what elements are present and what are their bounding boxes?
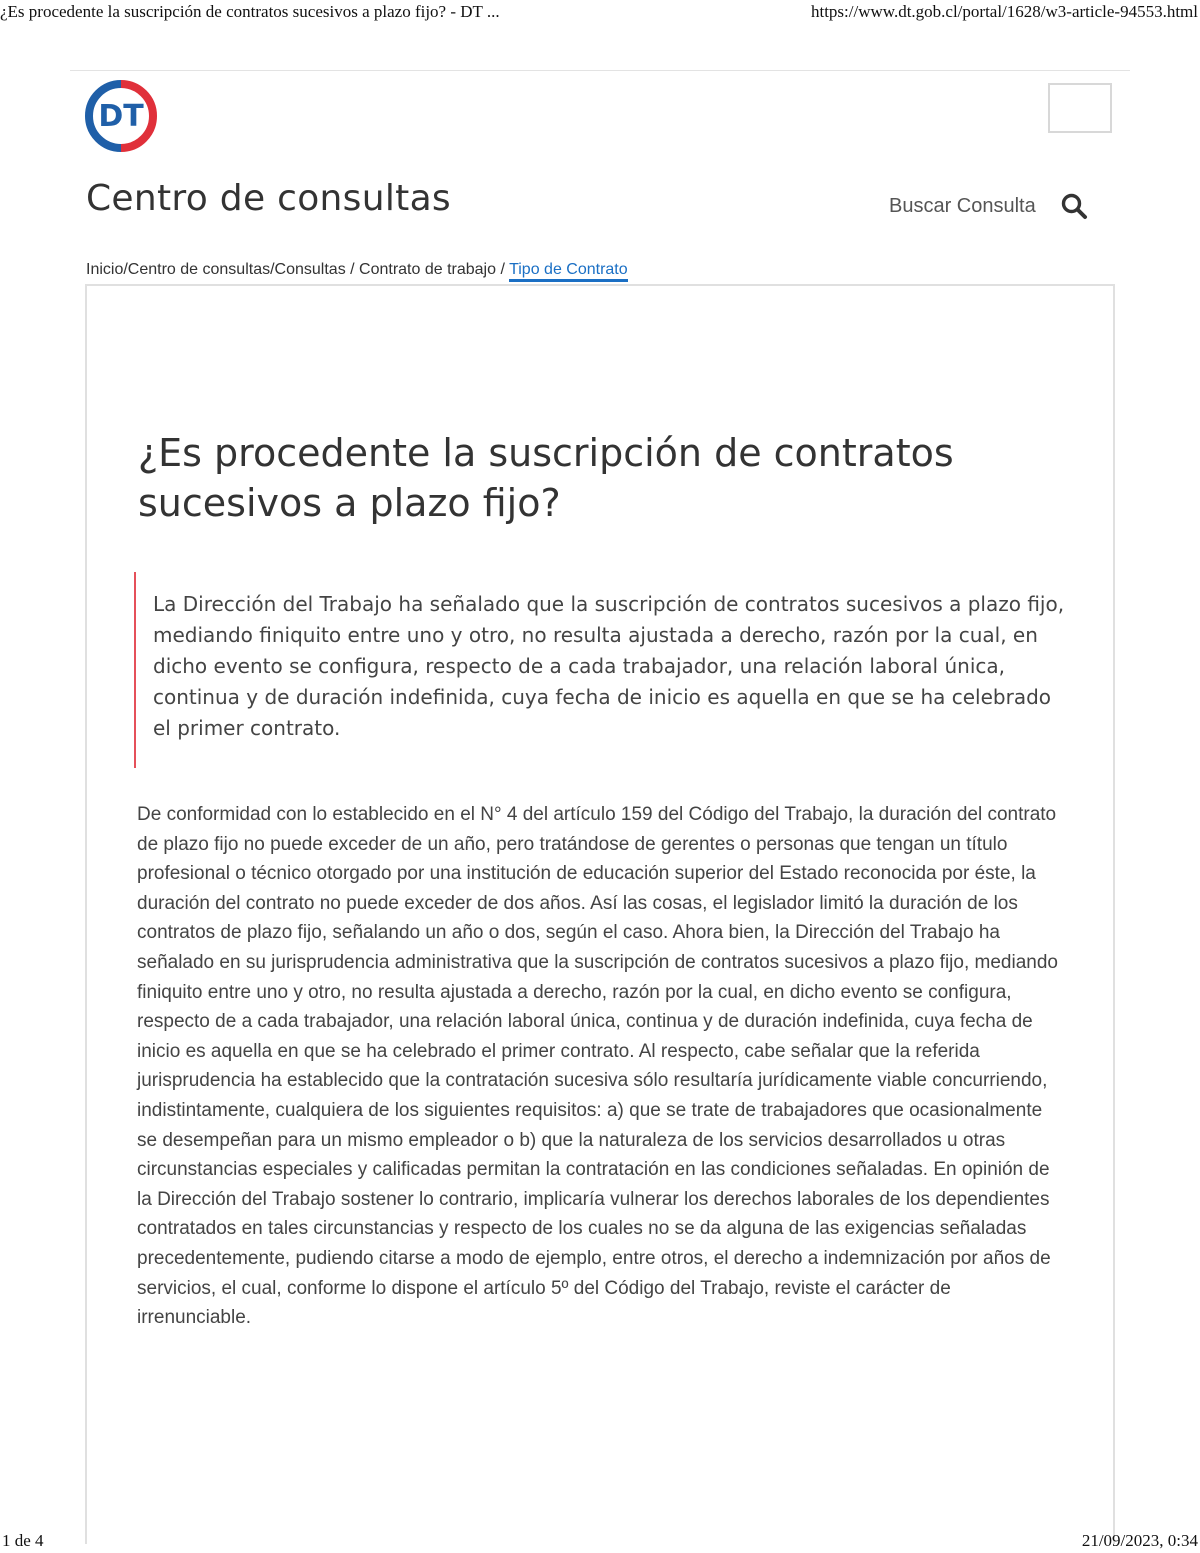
logo-text: DT (98, 99, 144, 134)
breadcrumb-path[interactable]: Inicio/Centro de consultas/Consultas / Contrato de trabajo / (86, 261, 510, 278)
dt-logo[interactable] (84, 80, 158, 152)
article-title: ¿Es procedente la suscripción de contratos sucesivos a plazo fijo? (138, 431, 954, 525)
breadcrumb (86, 261, 628, 279)
breadcrumb-current-link[interactable]: Tipo de Contrato (509, 261, 628, 282)
top-divider (70, 70, 1130, 71)
dt-logo-icon (84, 80, 158, 152)
search-label: Buscar Consulta (889, 194, 1036, 217)
print-datetime: 21/09/2023, 0:34 (1081, 1531, 1198, 1550)
search-link[interactable] (889, 190, 1089, 222)
print-url: https://www.dt.gob.cl/portal/1628/w3-article-94553.html (810, 2, 1198, 21)
lead-quote-bar (134, 572, 136, 768)
print-page-title: ¿Es procedente la suscripción de contratos sucesivos a plazo fijo? - DT ... (0, 2, 500, 21)
site-title: Centro de consultas (86, 178, 451, 219)
print-page-number: 1 de 4 (2, 1531, 44, 1550)
print-footer (0, 1531, 1200, 1553)
article-body: De conformidad con lo establecido en el N° 4 del artículo 159 del Código del Trabajo, la duración del contrato de plazo fijo no puede exceder de un año, pero tratándose de gerentes o personas que tengan un título profesional o técnico otorgado por una institución de educación superior del Estado reconocida por éste, la duración del contrato no puede exceder de dos años. Así las cosas, el legislador limitó la duración de los contratos de plazo fijo, señalando un año o dos, según el caso. Ahora bien, la Dirección del Trabajo ha señalado en su jurisprudencia administrativa que la suscripción de contratos sucesivos a plazo fijo, mediando finiquito entre uno y otro, no resulta ajustada a derecho, razón por la cual, en dicho evento se configura, respecto de a cada trabajador, una relación laboral única, continua y de duración indefinida, cuya fecha de inicio es aquella en que se ha celebrado el primer contrato. Al respecto, cabe señalar que la referida jurisprudencia ha establecido que la contratación sucesiva sólo resultaría jurídicamente viable concurriendo, indistintamente, cualquiera de los siguientes requisitos: a) que se trate de trabajadores que ocasionalmente se desempeñan para un mismo empleador o b) que la naturaleza de los servicios desarrollados u otras circunstancias especiales y calificadas permitan la contratación en las condiciones señaladas. En opinión de la Dirección del Trabajo sostener lo contrario, implicaría vulnerar los derechos laborales de los dependientes contratados en tales circunstancias y respecto de los cuales no se da alguna de las exigencias señaladas precedentemente, pudiendo citarse a modo de ejemplo, entre otros, el derecho a indemnización por años de servicios, el cual, conforme lo dispone el artículo 5º del Código del Trabajo, reviste el carácter de irrenunciable. (137, 804, 1058, 1329)
print-header (0, 2, 1200, 24)
search-icon[interactable] (1060, 192, 1088, 220)
article-lead: La Dirección del Trabajo ha señalado que la suscripción de contratos sucesivos a plazo fijo, mediando finiquito entre uno y otro, no resulta ajustada a derecho, razón por la cual, en dicho evento se configura, respecto de a cada trabajador, una relación laboral única, continua y de duración indefinida, cuya fecha de inicio es aquella en que se ha celebrado el primer contrato. (153, 592, 1065, 740)
menu-button[interactable] (1048, 83, 1112, 133)
